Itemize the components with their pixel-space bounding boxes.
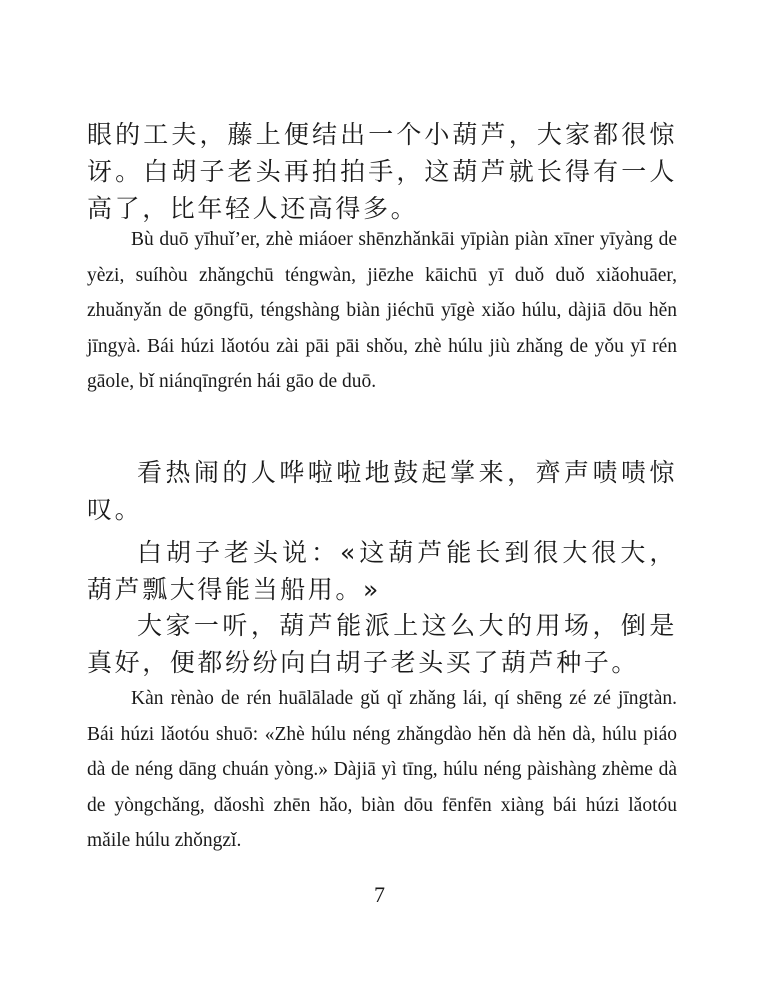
chinese-paragraph-everyone-buys: 大家一听，葫芦能派上这么大的用场，倒是真好，便都纷纷向白胡子老头买了葫芦种子。	[87, 611, 677, 677]
pinyin-paragraph-2: Kàn rènào de rén huālālade gǔ qǐ zhǎng lái, qí shēng zé zé jīngtàn. Bái húzi lǎotóu shuō: «Zhè húlu néng zhǎngdào hěn dà hěn dà, húlu piáo dà de néng dāng chuán yòng.» Dàjiā yì tīng, húlu néng pàishàng zhème dà de yòngchǎng, dǎoshì zhēn hǎo, biàn dōu fēnfēn xiàng bái húzi lǎotóu mǎile húlu zhǒngzǐ.	[87, 688, 677, 851]
chinese-paragraph-applause: 看热闹的人哗啦啦地鼓起掌来，齊声啧啧惊叹。	[87, 458, 677, 524]
chinese-paragraph-old-man-says: 白胡子老头说：«这葫芦能长到很大很大，葫芦瓢大得能当船用。»	[87, 538, 677, 604]
chinese-paragraph-continuation: 眼的工夫，藤上便结出一个小葫芦，大家都很惊讶。白胡子老头再拍拍手，这葫芦就长得有一人高了，比年轻人还高得多。	[87, 120, 677, 223]
page-number: 7	[374, 882, 385, 907]
pinyin-paragraph-1: Bù duō yīhuǐ’er, zhè miáoer shēnzhǎnkāi yīpiàn piàn xīner yīyàng de yèzi, suíhòu zhǎngchū téngwàn, jiēzhe kāichū yī duǒ duǒ xiǎohuāer, zhuǎnyǎn de gōngfū, téngshàng biàn jiéchū yīgè xiǎo húlu, dàjiā dōu hěn jīngyà. Bái húzi lǎotóu zài pāi pāi shǒu, zhè húlu jiù zhǎng de yǒu yī rén gāole, bǐ niánqīngrén hái gāo de duō.	[87, 229, 677, 392]
